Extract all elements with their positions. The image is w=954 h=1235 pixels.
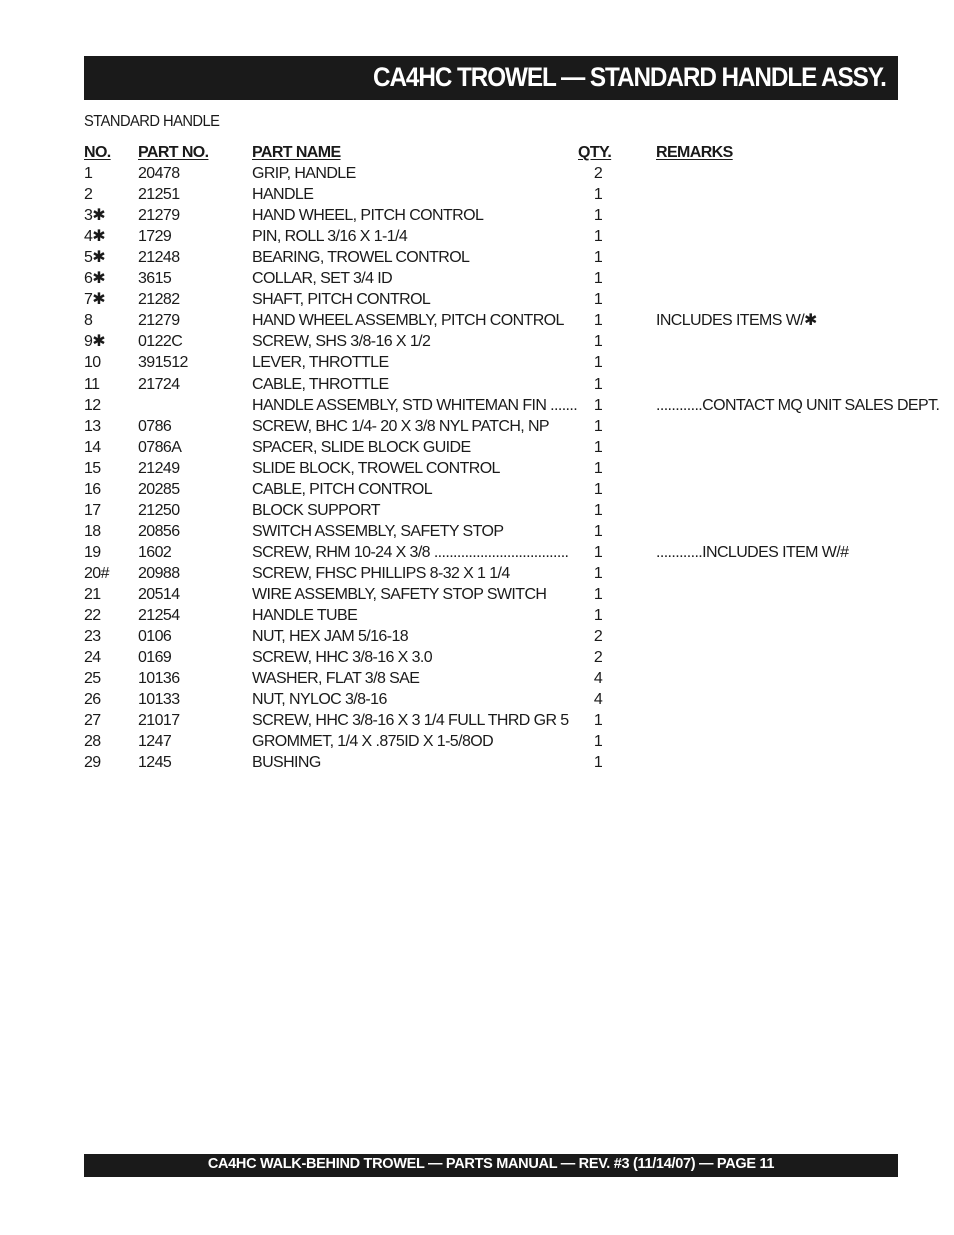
table-body [84, 163, 940, 773]
cell-part-name: HAND WHEEL, PITCH CONTROL [252, 207, 484, 225]
cell-part-name: SCREW, BHC 1/4- 20 X 3/8 NYL PATCH, NP [252, 417, 549, 435]
table-row [84, 584, 898, 605]
cell-no: 2 [84, 186, 93, 204]
cell-part-no: 21279 [138, 312, 180, 330]
cell-part-name: GROMMET, 1/4 X .875ID X 1-5/8OD [252, 733, 494, 751]
cell-part-no: 10133 [138, 691, 180, 709]
column-header-part-no: PART NO. [138, 144, 209, 161]
cell-part-no: 391512 [138, 354, 188, 372]
table-row [84, 416, 898, 437]
cell-part-name: SPACER, SLIDE BLOCK GUIDE [252, 438, 471, 456]
table-row [84, 205, 898, 226]
table-row [84, 352, 898, 373]
cell-no: 9✱ [84, 333, 106, 351]
cell-part-no: 20988 [138, 564, 180, 582]
cell-remarks: ............INCLUDES ITEM W/# [656, 543, 849, 561]
table-row [84, 668, 898, 689]
table-row [84, 247, 898, 268]
cell-part-no: 21724 [138, 375, 180, 393]
cell-no: 26 [84, 691, 101, 709]
table-row [84, 626, 898, 647]
cell-no: 1 [84, 165, 93, 183]
cell-part-no: 10136 [138, 670, 180, 688]
cell-no: 5✱ [84, 249, 106, 267]
cell-part-name: PIN, ROLL 3/16 X 1-1/4 [252, 228, 408, 246]
cell-part-no: 3615 [138, 270, 172, 288]
cell-qty: 1 [593, 333, 603, 351]
cell-part-no: 21251 [138, 186, 180, 204]
cell-qty: 1 [593, 186, 603, 204]
cell-part-no: 1602 [138, 543, 172, 561]
cell-qty: 1 [593, 501, 603, 519]
cell-no: 18 [84, 522, 101, 540]
cell-part-name: SCREW, HHC 3/8-16 X 3.0 [252, 649, 433, 667]
cell-qty: 1 [593, 712, 603, 730]
cell-part-no: 0106 [138, 628, 172, 646]
section-label: STANDARD HANDLE [84, 113, 220, 130]
table-row [84, 289, 898, 310]
cell-qty: 1 [593, 354, 603, 372]
page-title-bar [84, 56, 898, 100]
cell-no: 12 [84, 396, 101, 414]
cell-part-name: SHAFT, PITCH CONTROL [252, 291, 431, 309]
table-row [84, 542, 898, 563]
cell-qty: 4 [593, 691, 603, 709]
cell-part-no: 20514 [138, 585, 180, 603]
cell-part-no: 21279 [138, 207, 180, 225]
table-row [84, 331, 898, 352]
table-row [84, 374, 898, 395]
table-row [84, 689, 898, 710]
column-header-qty: QTY. [578, 144, 612, 161]
table-row [84, 500, 898, 521]
cell-part-name: SCREW, HHC 3/8-16 X 3 1/4 FULL THRD GR 5 [252, 712, 569, 730]
cell-qty: 1 [593, 249, 603, 267]
cell-no: 7✱ [84, 291, 106, 309]
cell-no: 15 [84, 459, 101, 477]
table-row [84, 184, 898, 205]
cell-part-name: CABLE, PITCH CONTROL [252, 480, 433, 498]
cell-qty: 2 [593, 165, 603, 183]
cell-qty: 1 [593, 291, 603, 309]
cell-part-name: SCREW, RHM 10-24 X 3/8 ................................... [252, 543, 569, 561]
cell-part-name: SCREW, FHSC PHILLIPS 8-32 X 1 1/4 [252, 564, 510, 582]
cell-qty: 1 [593, 375, 603, 393]
cell-no: 14 [84, 438, 101, 456]
cell-part-no: 21254 [138, 607, 180, 625]
cell-part-no: 0786A [138, 438, 182, 456]
cell-part-name: SWITCH ASSEMBLY, SAFETY STOP [252, 522, 504, 540]
footer-bar [84, 1154, 898, 1177]
cell-qty: 1 [593, 270, 603, 288]
cell-qty: 1 [593, 459, 603, 477]
cell-remarks: INCLUDES ITEMS W/✱ [656, 312, 817, 330]
cell-part-name: NUT, NYLOC 3/8-16 [252, 691, 387, 709]
table-row [84, 731, 898, 752]
cell-no: 23 [84, 628, 101, 646]
table-row [84, 752, 898, 773]
cell-qty: 1 [593, 396, 603, 414]
cell-no: 16 [84, 480, 101, 498]
cell-qty: 1 [593, 607, 603, 625]
column-header-no: NO. [84, 144, 111, 161]
cell-part-name: HAND WHEEL ASSEMBLY, PITCH CONTROL [252, 312, 564, 330]
cell-part-name: BUSHING [252, 754, 321, 772]
cell-part-no: 20478 [138, 165, 180, 183]
footer-text: CA4HC WALK-BEHIND TROWEL — PARTS MANUAL — REV. #3 (11/14/07) — PAGE 11 [207, 1156, 775, 1172]
table-row [84, 395, 940, 416]
cell-no: 4✱ [84, 228, 106, 246]
cell-part-name: WASHER, FLAT 3/8 SAE [252, 670, 420, 688]
cell-part-name: HANDLE ASSEMBLY, STD WHITEMAN FIN ....... [252, 396, 578, 414]
cell-part-name: COLLAR, SET 3/4 ID [252, 270, 393, 288]
table-row [84, 163, 898, 184]
cell-no: 11 [84, 375, 100, 393]
cell-part-name: LEVER, THROTTLE [252, 354, 389, 372]
cell-no: 25 [84, 670, 101, 688]
cell-part-no: 0122C [138, 333, 183, 351]
cell-qty: 1 [593, 438, 603, 456]
cell-qty: 1 [593, 312, 603, 330]
cell-part-no: 20285 [138, 480, 180, 498]
table-row [84, 479, 898, 500]
column-header-remarks: REMARKS [656, 144, 733, 161]
cell-no: 10 [84, 354, 101, 372]
cell-qty: 1 [593, 754, 603, 772]
cell-no: 8 [84, 312, 93, 330]
cell-part-name: BLOCK SUPPORT [252, 501, 380, 519]
cell-qty: 1 [593, 564, 603, 582]
cell-qty: 2 [593, 649, 603, 667]
table-row [84, 647, 898, 668]
table-row [84, 310, 898, 331]
cell-part-no: 0786 [138, 417, 172, 435]
cell-no: 22 [84, 607, 101, 625]
cell-part-no: 1729 [138, 228, 172, 246]
table-row [84, 226, 898, 247]
cell-no: 28 [84, 733, 101, 751]
cell-no: 19 [84, 543, 101, 561]
cell-part-name: CABLE, THROTTLE [252, 375, 389, 393]
cell-part-no: 1247 [138, 733, 172, 751]
cell-qty: 4 [593, 670, 603, 688]
cell-qty: 1 [593, 585, 603, 603]
parts-table [84, 142, 940, 773]
table-row [84, 437, 898, 458]
cell-no: 24 [84, 649, 101, 667]
cell-no: 20# [84, 564, 109, 582]
cell-no: 3✱ [84, 207, 106, 225]
cell-part-no: 0169 [138, 649, 172, 667]
cell-part-no: 1245 [138, 754, 172, 772]
cell-part-name: GRIP, HANDLE [252, 165, 356, 183]
cell-qty: 1 [593, 417, 603, 435]
page-title: CA4HC TROWEL — STANDARD HANDLE ASSY. [373, 62, 886, 92]
table-row [84, 521, 898, 542]
table-header-row [84, 142, 898, 163]
cell-qty: 1 [593, 228, 603, 246]
cell-no: 6✱ [84, 270, 106, 288]
cell-part-name: WIRE ASSEMBLY, SAFETY STOP SWITCH [252, 585, 547, 603]
cell-no: 27 [84, 712, 101, 730]
cell-part-name: SCREW, SHS 3/8-16 X 1/2 [252, 333, 431, 351]
table-row [84, 710, 898, 731]
cell-qty: 1 [593, 480, 603, 498]
cell-part-no: 21250 [138, 501, 180, 519]
table-row [84, 268, 898, 289]
table-row [84, 563, 898, 584]
cell-qty: 1 [593, 733, 603, 751]
cell-part-no: 20856 [138, 522, 180, 540]
cell-remarks: ............CONTACT MQ UNIT SALES DEPT. [656, 396, 940, 414]
cell-part-name: BEARING, TROWEL CONTROL [252, 249, 470, 267]
column-header-part-name: PART NAME [252, 144, 341, 161]
cell-part-no: 21017 [138, 712, 180, 730]
cell-qty: 1 [593, 543, 603, 561]
table-row [84, 458, 898, 479]
cell-qty: 1 [593, 522, 603, 540]
cell-no: 21 [84, 585, 101, 603]
cell-no: 29 [84, 754, 101, 772]
cell-no: 13 [84, 417, 101, 435]
cell-part-name: SLIDE BLOCK, TROWEL CONTROL [252, 459, 500, 477]
table-row [84, 605, 898, 626]
cell-qty: 1 [593, 207, 603, 225]
cell-part-no: 21248 [138, 249, 180, 267]
cell-part-no: 21249 [138, 459, 180, 477]
cell-part-no: 21282 [138, 291, 180, 309]
cell-part-name: HANDLE TUBE [252, 607, 358, 625]
cell-part-name: NUT, HEX JAM 5/16-18 [252, 628, 409, 646]
cell-qty: 2 [593, 628, 603, 646]
cell-no: 17 [84, 501, 101, 519]
cell-part-name: HANDLE [252, 186, 314, 204]
